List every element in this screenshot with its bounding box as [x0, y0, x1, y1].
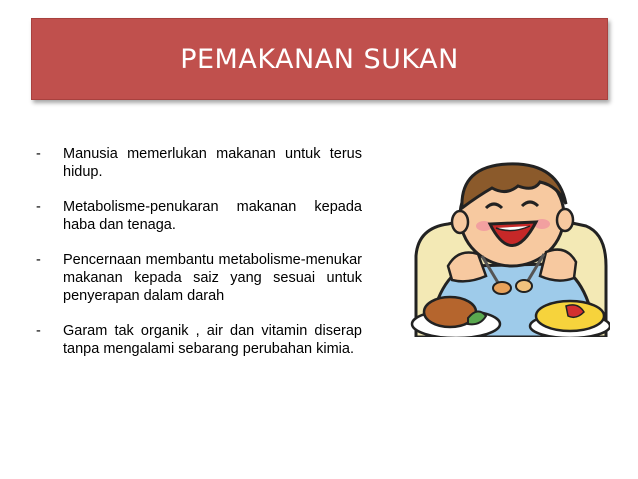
- bullet-item: [36, 198, 362, 234]
- bullet-item: [36, 145, 362, 181]
- bullet-text: Manusia memerlukan makanan untuk terus hidup.: [63, 146, 362, 180]
- bullet-text: Pencernaan membantu metabolisme-menukar makanan kepada saiz yang sesuai untuk penyerapan dalam darah: [63, 252, 362, 304]
- title-banner: [31, 18, 608, 100]
- bullet-dash: -: [36, 323, 41, 339]
- slide-title: PEMAKANAN SUKAN: [180, 43, 459, 75]
- bullet-text: Metabolisme-penukaran makanan kepada haba dan tenaga.: [63, 199, 362, 233]
- boy-eating-food-icon: [408, 156, 610, 337]
- bullet-dash: -: [36, 252, 41, 268]
- bullet-item: [36, 251, 362, 305]
- bullet-dash: -: [36, 199, 41, 215]
- bullet-item: [36, 322, 362, 358]
- bullet-text: Garam tak organik , air dan vitamin diserap tanpa mengalami sebarang perubahan kimia.: [63, 323, 362, 357]
- bullet-dash: -: [36, 146, 41, 162]
- bullet-list: [36, 145, 362, 375]
